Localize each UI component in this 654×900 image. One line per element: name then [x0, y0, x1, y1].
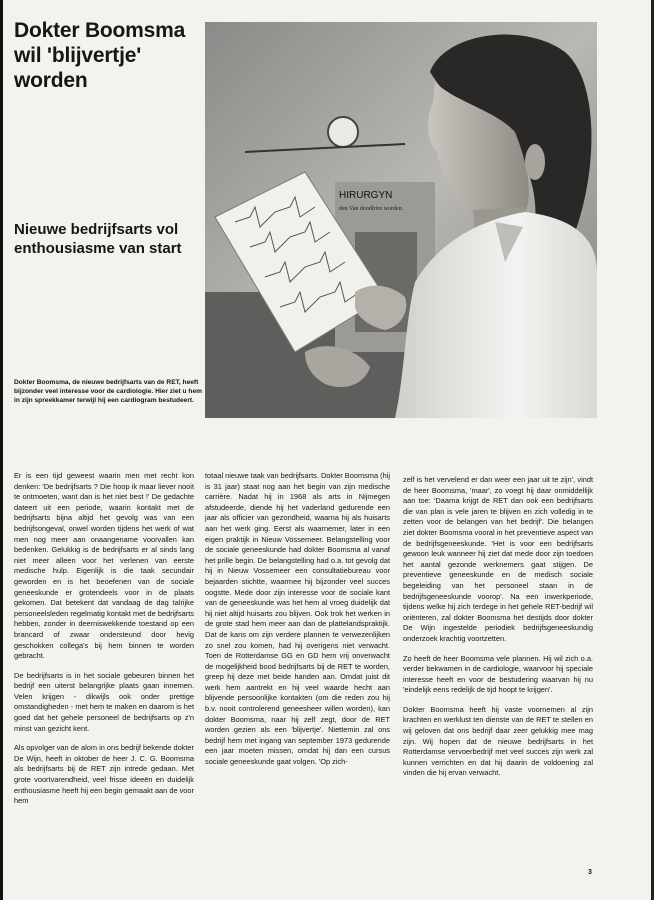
paragraph: Dokter Boomsma heeft hij vaste voornemen al zijn krachten en werklust ten dienste van de RET te stellen en wij geloven dat ons bedrijf daar zeer gelukkig mee mag zijn. Wij hopen dat de nieuwe bedrijfsarts in het Rotterdamse vervoerbedrijf met veel succes zijn werk zal kunnen verrichten en dat hij daarin de voldoening zal vinden die hij ervan verwacht.	[403, 704, 593, 778]
photo-caption: Dokter Boomsma, de nieuwe bedrijfsarts van de RET, heeft bijzonder veel interesse voor de cardiologie. Hier ziet u hem in zijn spreekkamer terwijl hij een cardiogram bestudeert.	[14, 379, 202, 404]
article-column-3	[403, 475, 593, 788]
article-photo	[205, 22, 597, 418]
page-binding-edge	[0, 0, 3, 900]
paragraph: zelf is het vervelend er dan weer een jaar uit te zijn', vindt de heer Boomsma, 'maar', zo voegt hij daar onmiddellijk aan toe: 'Daarna krijgt de RET dan ook een bedrijfsarts die van plan is vele jaren te blijven en zich volledig in te zetten voor de belangen van het bedrijf'. Die belangen ziet dokter Boomsma vooral in het preventieve aspect van de bedrijfsgeneeskunde. 'Het is voor een bedrijfsarts gewoon leuk wanneer hij ziet dat mede door zijn toedoen het aantal gezonde werknemers gaat stijgen. De preventieve geneeskunde en de medisch sociale begeleiding van het personeel staan in de bedrijfsgeneeskunde voorop'. Na een inwerkperiode, tijdens welke hij zich terdege in het gehele RET-bedrijf wil oriënteren, zal dokter Boomsma het destijds door dokter De Wijn ingestelde periodiek bedrijfsgeneeskundig onderzoek krachtig voortzetten.	[403, 475, 593, 643]
paragraph: Er is een tijd geweest waarin men met recht kon denken: 'De bedrijfsarts ? Die hoop ik maar liever nooit te ontmoeten, want dan is het niet best !' De gedachte dateert uit een periode, waarin kontakt met de bedrijfsarts bijna altijd het gevolg was van een bedrijfsongeval, onwel worden tijdens het werk of wat men nog meer aan onaangename voorvallen kan bedenken. Gelukkig is de bedrijfsarts er al sinds lang niet meer alleen voor het verlenen van eerste medische hulp. Eigenlijk is die taak secundair geworden en is het beoefenen van de sociale geneeskunde er grotendeels voor in de plaats gekomen. Dat betekent dat vandaag de dag talrijke personeelsleden regelmatig kontakt met de bedrijfsarts hebben, zonder in deerniswekkende toestand op een brancard of zwaar ondersteund door hevig geschokken collega's bij hem binnen te worden gebracht.	[14, 471, 194, 661]
article-column-2	[205, 471, 390, 777]
article-column-1	[14, 471, 194, 816]
paragraph: De bedrijfsarts is in het sociale gebeuren binnen het bedrijf een uiterst belangrijke plaats gaan innemen. Velen krijgen - dikwijls ook onder prettige omstandigheden - met hem te maken en daarom is het goed dat het gehele personeel de bedrijfsarts op z'n minst van gezicht kent.	[14, 670, 194, 733]
paragraph: totaal nieuwe taak van bedrijfsarts. Dokter Boomsma (hij is 31 jaar) staat nog aan het begin van zijn medische carrière. Nadat hij in 1968 als arts in Nijmegen afstudeerde, diende hij het vaderland gedurende een jaar als officier van gezondheid, waarna hij als huisarts aan het werk ging. Eerst als waarnemer, later in een eigen praktijk in Nieuw Vossemeer. Belangstelling voor de sociale geneeskunde had dokter Boomsma al vanaf het prille begin. De belangstelling had o.a. tot gevolg dat hij in Nieuw Vossemeer een consultatiebureau voor bejaarden stichtte, waarmee hij bijzonder veel succes oogstte. Mede door zijn interesse voor de sociale kant van de geneeskunde was het hem al vroeg duidelijk dat hij niet altijd huisarts zou blijven. Ook trok het werken in de grote stad hem meer aan dan de plattelandspraktijk. Dat de kans om zijn verdere plannen te verwezenlijken zo snel zou komen, had hij overigens niet verwacht. Toen de Rotterdamse GG en GD hem vrij onverwacht de mogelijkheid bood bedrijfsarts bij de RET te worden, greep hij deze met beide handen aan. Omdat juist dit werk hem aantrekt en hij veel waarde hecht aan blijvende persoonlijke kontakten (om die reden zou hij b.v. nooit controlerend geneesheer willen worden), kan dokter Boomsma, naar hij zelf zegt, door de RET worden gezien als een 'blijvertje'. Niettemin zal ons bedrijf hem met ingang van september 1973 gedurende een jaar moeten missen, omdat hij dan een cursus sociale geneeskunde gaat volgen. 'Op zich-	[205, 471, 390, 767]
page-number: 3	[588, 869, 592, 876]
article-subtitle: Nieuwe bedrijfsarts vol enthousiasme van start	[14, 221, 182, 257]
paragraph: Als opvolger van de alom in ons bedrijf bekende dokter De Wijn, heeft in oktober de heer J. C. G. Boomsma als bedrijfsarts bij de RET zijn intrede gedaan. Met grote voortvarendheid, veel frisse ideeën en duidelijk enthousiasme heeft hij een begin gemaakt aan de voor hem	[14, 743, 194, 806]
paragraph: Zo heeft de heer Boomsma vele plannen. Hij wil zich o.a. verder bekwamen in de cardiologie, waarvoor hij speciale interesse heeft en voor de bestudering waarvan hij nu 'eindelijk eens redelijk de tijd hoopt te krijgen'.	[403, 653, 593, 695]
article-title: Dokter Boomsma wil 'blijvertje' worden	[14, 19, 186, 92]
poster-text-line2: den Van doodfrire worden.	[339, 206, 404, 212]
photo-illustration	[205, 22, 597, 418]
poster-text-line1: HIRURGYN	[339, 190, 393, 201]
